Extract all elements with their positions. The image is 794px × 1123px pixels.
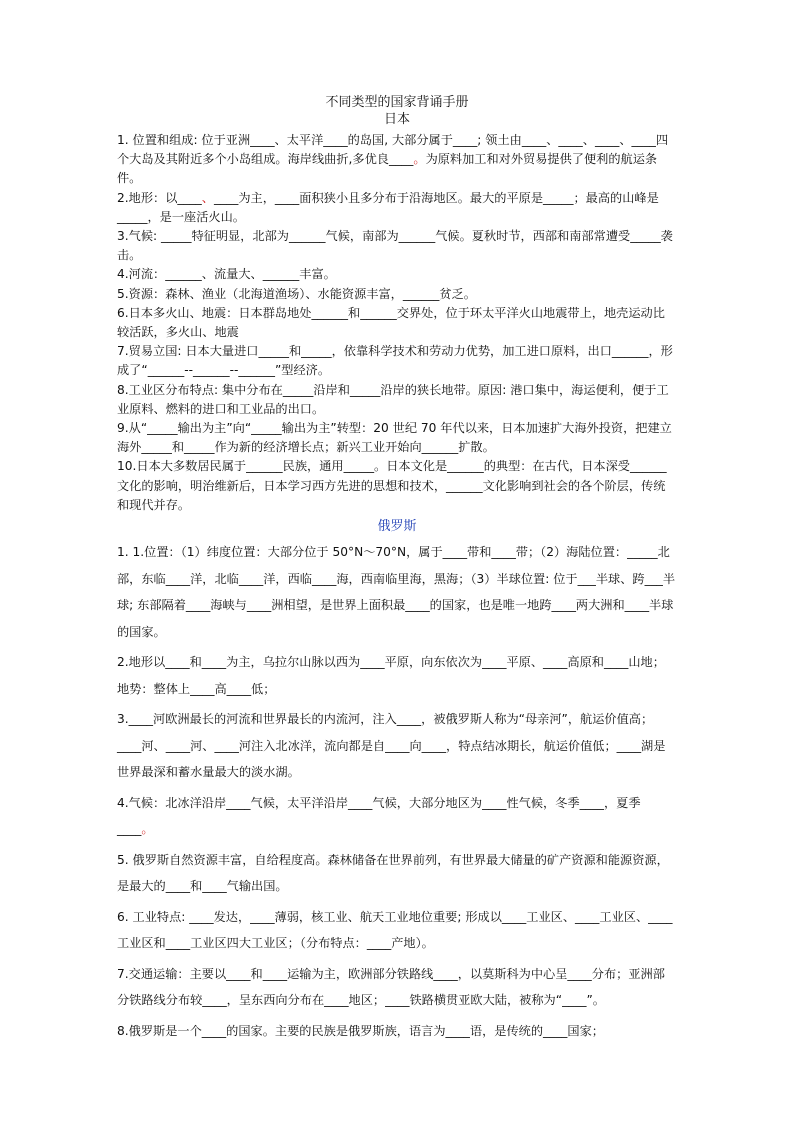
document-page — [117, 94, 677, 1048]
russia-item: 7.交通运输：主要以____和____运输为主，欧洲部分铁路线____，以莫斯科为中心呈____分布；亚洲部分铁路线分布较____，呈东西向分布在____地区；____铁路横贯亚欧大陆，被称为“____”。 — [117, 966, 665, 1008]
russia-item: 6. 工业特点: ____发达，____薄弱，核工业、航天工业地位重要; 形成以____工业区、____工业区、____工业区和____工业区四大工业区；（分布特点：____产地）。 — [117, 909, 673, 951]
japan-item: 4.河流：______、流量大、______丰富。 — [117, 267, 336, 282]
russia-item: 8.俄罗斯是一个____的国家。主要的民族是俄罗斯族，语言为____语，是传统的____国家； — [117, 1023, 604, 1038]
russia-item: 5. 俄罗斯自然资源丰富，自给程度高。森林储备在世界前列，有世界最大储量的矿产资源和能源资源，是最大的____和____气输出国。 — [117, 852, 669, 894]
russia-item: 3.____河欧洲最长的河流和世界最长的内流河，注入____，被俄罗斯人称为“母亲河”，航运价值高；____河、____河、____河注入北冰洋，流向都是自____向____，特点结冰期长，航运价值低；____湖是世界最深和蓄水量最大的淡水湖。 — [117, 712, 666, 780]
japan-item: 10.日本大多数居民属于______民族，通用_____。日本文化是______的典型：在古代，日本深受______文化的影响，明治维新后，日本学习西方先进的思想和技术，______文化影响到社会的各个阶层，传统和现代并存。 — [117, 459, 667, 512]
japan-item: 3.气候: _____特征明显，北部为______气候，南部为______气候。夏秋时节，西部和南部常遭受_____袭击。 — [117, 229, 673, 263]
japan-item: 9.从“_____输出为主”向“_____输出为主”转型：20 世纪 70 年代以来，日本加速扩大海外投资，把建立海外_____和_____作为新的经济增长点；新兴工业开始向______扩散。 — [117, 421, 672, 455]
japan-section — [117, 131, 677, 515]
russia-heading: 俄罗斯 — [377, 519, 417, 535]
japan-item: 5.资源：森林、渔业（北海道渔场）、水能资源丰富，______贫乏。 — [117, 286, 476, 301]
japan-item: 7.贸易立国: 日本大量进口_____和_____，依靠科学技术和劳动力优势，加工进口原料，出口______，形成了“______--______--______”型经济。 — [117, 344, 673, 378]
japan-item: 1. 位置和组成: 位于亚洲____、太平洋____的岛国, 大部分属于____; 领土由____、____、____、____四个大岛及其附近多个小岛组成。海岸线曲折,多优良____。为原料加工和对外贸易提供了便利的航运条件。 — [117, 133, 669, 186]
japan-item: 2.地形：以____、____为主，____面积狭小且多分布于沿海地区。最大的平原是_____；最高的山峰是_____，是一座活火山。 — [117, 190, 659, 224]
japan-heading: 日本 — [383, 112, 410, 127]
russia-item: 1. 1.位置：（1）纬度位置：大部分位于 50°N～70°N，属于____带和____带；（2）海陆位置：_____北部，东临____洋，北临____洋，西临____海，西南临里海，黑海；（3）半球位置: 位于___半球、跨___半球; 东部隔着____海峡与____洲相望，是世界上面积最____的国家，也是唯一地跨____两大洲和____半球的国家。 — [117, 545, 676, 639]
russia-item: 4.气候：北冰洋沿岸____气候，太平洋沿岸____气候，大部分地区为____性气候，冬季____，夏季____。 — [117, 795, 641, 837]
japan-item: 6.日本多火山、地震：日本群岛地处______和______交界处，位于环太平洋火山地震带上，地壳运动比较活跃，多火山、地震 — [117, 305, 665, 340]
japan-item: 8.工业区分布特点: 集中分布在_____沿岸和_____沿岸的狭长地带。原因: 港口集中，海运便利，便于工业原料、燃料的进口和工业品的出口。 — [117, 382, 669, 416]
russia-item: 2.地形以____和____为主，乌拉尔山脉以西为____平原，向东依次为____平原、____高原和____山地；地势：整体上____高____低； — [117, 655, 665, 696]
russia-section — [117, 539, 677, 1044]
doc-title: 不同类型的国家背诵手册 — [325, 95, 469, 110]
